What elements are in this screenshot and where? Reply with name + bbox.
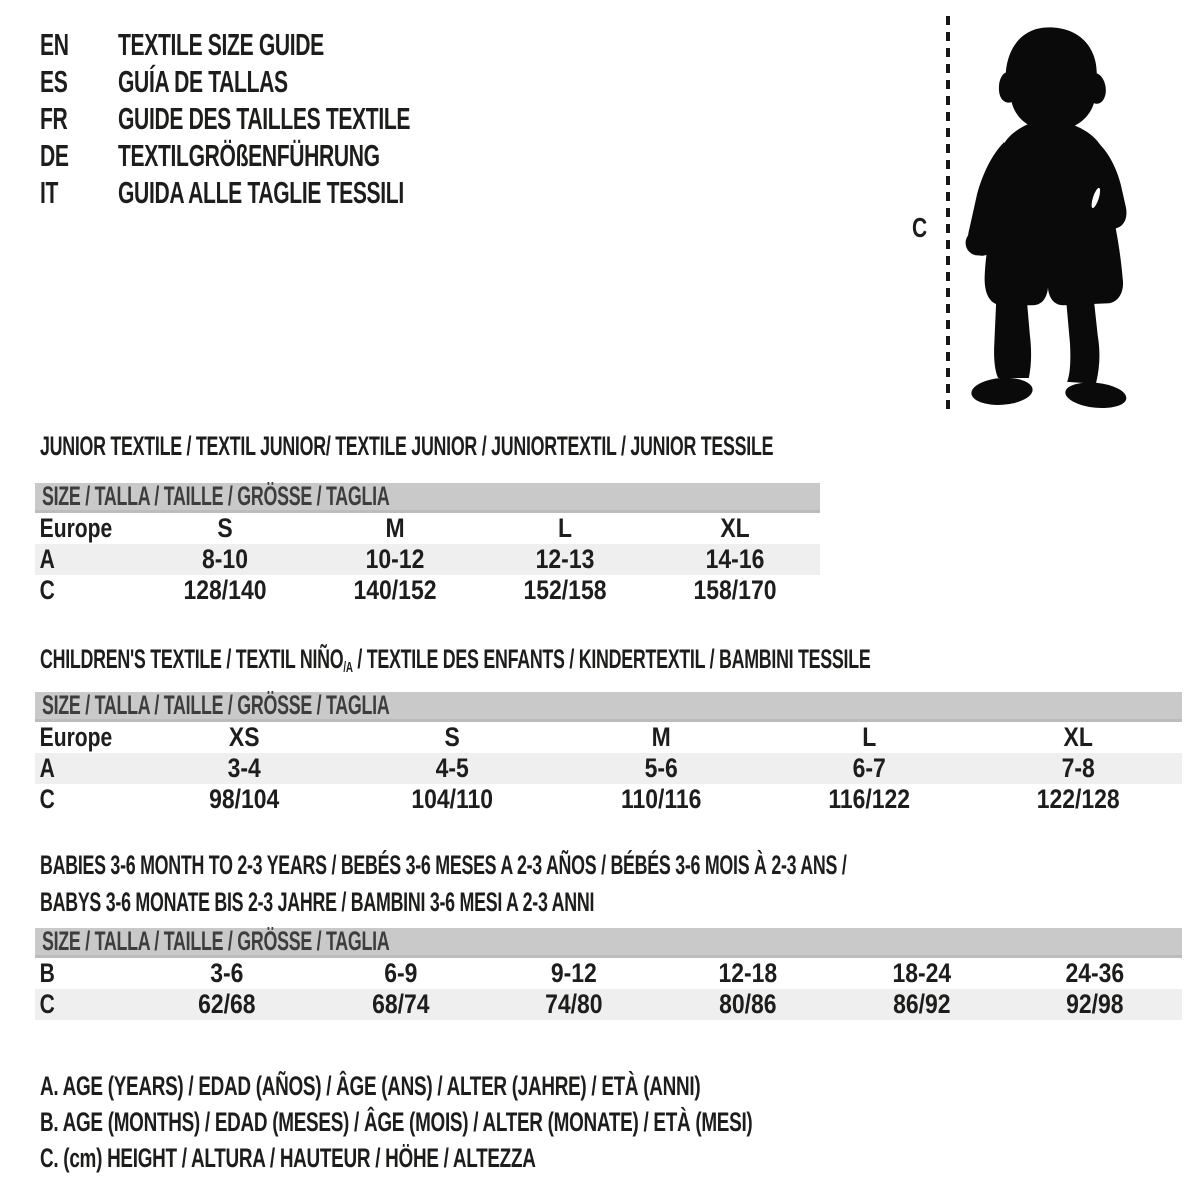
- babies-section-title-line2: BABYS 3-6 MONATE BIS 2-3 JAHRE / BAMBINI 3-6 MESI A 2-3 ANNI: [40, 887, 595, 917]
- table-cell: 86/92: [892, 989, 951, 1019]
- size-header-label: SIZE / TALLA / TAILLE / GRÖSSE / TAGLIA: [42, 690, 390, 720]
- row-label: Europe: [39, 513, 113, 543]
- row-label: C: [39, 575, 55, 605]
- table-cell: 3-4: [227, 753, 261, 783]
- table-cell: 24-36: [1065, 958, 1125, 988]
- guide-title: GUÍA DE TALLAS: [118, 63, 288, 99]
- footnote-text: A. AGE (YEARS) / EDAD (AÑOS) / ÂGE (ANS) / ALTER (JAHRE) / ETÀ (ANNI): [40, 1070, 701, 1101]
- children-title-sub: /A: [343, 660, 353, 677]
- size-header-label: SIZE / TALLA / TAILLE / GRÖSSE / TAGLIA: [42, 481, 390, 511]
- language-code: ES: [40, 63, 68, 99]
- table-cell: 158/170: [693, 575, 777, 605]
- table-row: [35, 753, 1182, 784]
- table-cell: 14-16: [705, 544, 765, 574]
- table-cell: 152/158: [523, 575, 607, 605]
- table-cell: 12-13: [535, 544, 595, 574]
- guide-title: GUIDA ALLE TAGLIE TESSILI: [118, 174, 404, 210]
- row-label: B: [39, 958, 55, 988]
- junior-table-rows: [35, 513, 820, 606]
- junior-section-title: JUNIOR TEXTILE / TEXTIL JUNIOR/ TEXTILE JUNIOR / JUNIORTEXTIL / JUNIOR TESSILE: [40, 431, 774, 461]
- babies-size-table: [35, 928, 1182, 1020]
- table-cell: XL: [720, 513, 750, 543]
- height-measure-line: [946, 16, 950, 416]
- table-cell: 122/128: [1036, 784, 1120, 814]
- table-cell: 7-8: [1061, 753, 1095, 783]
- legend-footnotes: [40, 1068, 1058, 1176]
- table-cell: 8-10: [202, 544, 248, 574]
- row-label: Europe: [39, 722, 113, 752]
- table-row: [35, 575, 820, 606]
- table-cell: 116/122: [828, 784, 911, 814]
- table-row: [35, 958, 1182, 989]
- row-label: A: [39, 753, 55, 783]
- size-header-bar: [35, 928, 1182, 958]
- table-cell: L: [557, 513, 573, 543]
- language-code: FR: [40, 100, 68, 136]
- babies-section-title-line1: BABIES 3-6 MONTH TO 2-3 YEARS / BEBÉS 3-6 MESES A 2-3 AÑOS / BÉBÉS 3-6 MOIS À 2-3 ANS /: [40, 850, 847, 880]
- footnote-a: [40, 1068, 1058, 1104]
- language-code: EN: [40, 26, 69, 62]
- height-measure-label: C: [912, 212, 928, 243]
- table-cell: 10-12: [365, 544, 425, 574]
- babies-table-rows: [35, 958, 1182, 1020]
- row-label: A: [39, 544, 55, 574]
- table-cell: 104/110: [411, 784, 494, 814]
- table-cell: 80/86: [719, 989, 777, 1019]
- language-row-de: [40, 137, 548, 174]
- table-cell: L: [862, 722, 877, 752]
- toddler-silhouette-image: [956, 18, 1138, 420]
- table-cell: S: [444, 722, 461, 752]
- row-label: C: [39, 784, 55, 814]
- table-cell: 68/74: [371, 989, 430, 1019]
- table-cell: 18-24: [892, 958, 951, 988]
- table-cell: 128/140: [183, 575, 267, 605]
- children-section-title: [40, 644, 870, 676]
- table-cell: 110/116: [620, 784, 702, 814]
- language-row-es: [40, 63, 548, 100]
- table-cell: 3-6: [210, 958, 244, 988]
- footnote-b: [40, 1104, 1058, 1140]
- table-cell: S: [217, 513, 233, 543]
- children-title-suffix: / TEXTILE DES ENFANTS / KINDERTEXTIL / BAMBINI TESSILE: [352, 644, 871, 674]
- guide-title: GUIDE DES TAILLES TEXTILE: [118, 100, 411, 136]
- table-cell: 6-9: [383, 958, 418, 988]
- table-row: [35, 722, 1182, 753]
- table-cell: 92/98: [1066, 989, 1124, 1019]
- table-cell: 5-6: [644, 753, 678, 783]
- table-cell: 4-5: [436, 753, 470, 783]
- guide-title: TEXTILGRÖßENFÜHRUNG: [118, 137, 380, 173]
- language-title-block: [40, 26, 548, 211]
- footnote-text: B. AGE (MONTHS) / EDAD (MESES) / ÂGE (MOIS) / ALTER (MONATE) / ETÀ (MESI): [40, 1106, 753, 1137]
- table-row: [35, 989, 1182, 1020]
- table-cell: 62/68: [198, 989, 256, 1019]
- size-header-bar: [35, 692, 1182, 722]
- table-cell: 9-12: [551, 958, 598, 988]
- children-size-table: [35, 692, 1182, 815]
- language-code: DE: [40, 137, 69, 173]
- language-code: IT: [40, 174, 59, 210]
- table-row: [35, 513, 820, 544]
- table-cell: 98/104: [209, 784, 280, 814]
- table-cell: XL: [1063, 722, 1093, 752]
- size-header-bar: [35, 483, 820, 513]
- footnote-text: C. (cm) HEIGHT / ALTURA / HAUTEUR / HÖHE / ALTEZZA: [40, 1142, 536, 1173]
- footnote-c: [40, 1140, 1058, 1176]
- row-label: C: [39, 989, 55, 1019]
- language-row-fr: [40, 100, 548, 137]
- table-cell: M: [385, 513, 405, 543]
- table-cell: XS: [228, 722, 260, 752]
- children-table-rows: [35, 722, 1182, 815]
- size-header-label: SIZE / TALLA / TAILLE / GRÖSSE / TAGLIA: [42, 926, 390, 956]
- language-row-it: [40, 174, 548, 211]
- children-title-prefix: CHILDREN'S TEXTILE / TEXTIL NIÑO: [40, 644, 344, 674]
- table-cell: M: [651, 722, 671, 752]
- language-row-en: [40, 26, 548, 63]
- table-cell: 12-18: [718, 958, 778, 988]
- junior-size-table: [35, 483, 820, 606]
- table-row: [35, 784, 1182, 815]
- table-cell: 6-7: [852, 753, 887, 783]
- guide-title: TEXTILE SIZE GUIDE: [118, 26, 324, 62]
- table-row: [35, 544, 820, 575]
- table-cell: 74/80: [545, 989, 603, 1019]
- table-cell: 140/152: [353, 575, 437, 605]
